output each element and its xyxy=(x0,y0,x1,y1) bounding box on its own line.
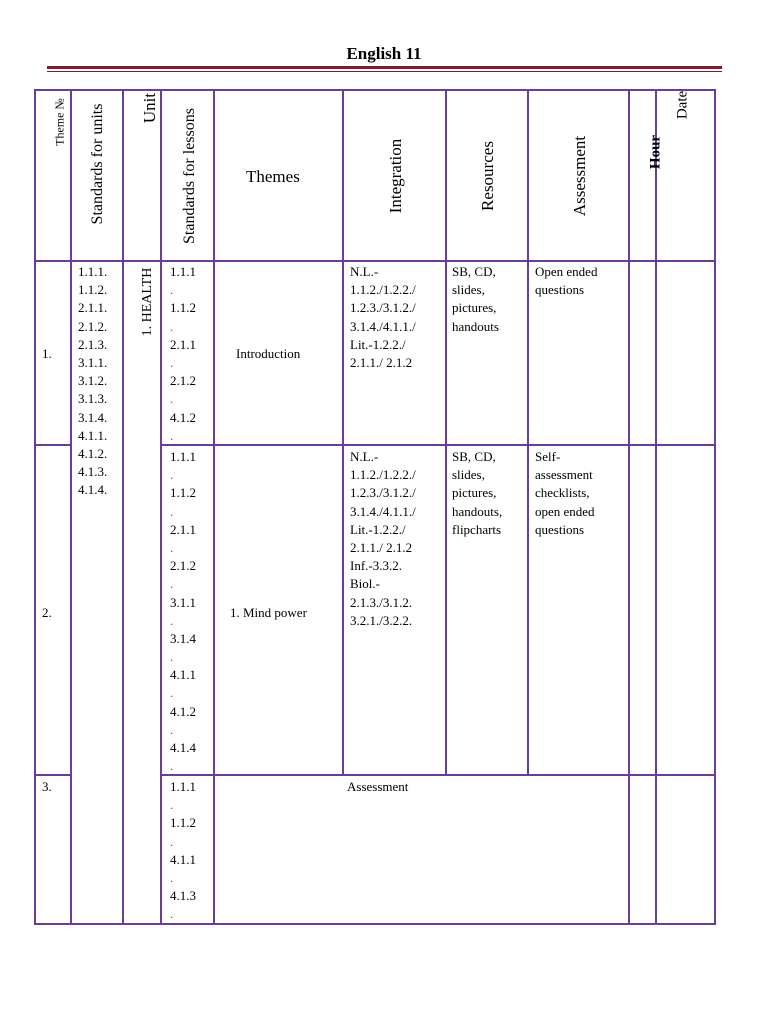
col-line-4 xyxy=(213,89,215,925)
row-1-assessment: Open ended questions xyxy=(535,264,598,298)
header-theme-no: Theme № xyxy=(52,98,67,146)
row-2-integration: N.L.- 1.1.2./1.2.2./ 1.2.3./3.1.2./ 3.1.4./4.1.1./ Lit.-1.2.2./ 2.1.1./ 2.1.2 Inf.-3.3.2. Biol.- 2.1.3./3.1.2. 3.2.1./3.2.2. xyxy=(350,449,416,628)
row-2-assessment: Self- assessment checklists, open ended questions xyxy=(535,449,595,537)
title-rule-thin xyxy=(47,71,722,72)
row-1-lesson-standards: 1.1.1 . 1.1.2 . 2.1.1 . 2.1.2 . 4.1.2 . xyxy=(170,264,196,443)
row-1-theme: Introduction xyxy=(236,346,301,361)
unit-name: 1. HEALTH xyxy=(140,267,155,337)
row-2-theme: 1. Mind power xyxy=(230,605,307,620)
row-2-lesson-standards: 1.1.1 . 1.1.2 . 2.1.1 . 2.1.2 . 3.1.1 . 3.1.4 . 4.1.1 . 4.1.2 . 4.1.4 . xyxy=(170,449,196,774)
header-hour: Hour xyxy=(647,134,664,170)
row-1-integration: N.L.- 1.1.2./1.2.2./ 1.2.3./3.1.2./ 3.1.4./4.1.1./ Lit.-1.2.2./ 2.1.1./ 2.1.2 xyxy=(350,264,416,370)
row-3-theme: Assessment xyxy=(347,779,409,794)
col-line-1 xyxy=(70,89,72,925)
header-standards-units: Standards for units xyxy=(89,103,106,225)
unit-standards-list: 1.1.1. 1.1.2. 2.1.1. 2.1.2. 2.1.3. 3.1.1. 3.1.2. 3.1.3. 3.1.4. 4.1.1. 4.1.2. 4.1.3. 4.1.4. xyxy=(78,264,108,498)
row-3-lesson-standards: 1.1.1 . 1.1.2 . 4.1.1 . 4.1.3 . xyxy=(170,779,196,922)
row-line-2a xyxy=(34,774,72,776)
title-rule-thick xyxy=(47,66,722,69)
row-2-resources: SB, CD, slides, pictures, handouts, flipcharts xyxy=(452,449,503,537)
header-row-line xyxy=(34,260,716,262)
row-line-1b xyxy=(160,444,716,446)
header-standards-lessons: Standards for lessons xyxy=(181,108,198,244)
header-integration: Integration xyxy=(386,138,405,214)
col-line-2 xyxy=(122,89,124,925)
col-line-6 xyxy=(445,89,447,776)
header-unit: Unit xyxy=(140,92,159,124)
header-date: Date xyxy=(674,90,691,120)
row-3-number: 3. xyxy=(42,779,52,794)
row-line-1a xyxy=(34,444,72,446)
row-1-number: 1. xyxy=(42,346,52,361)
col-line-3 xyxy=(160,89,162,925)
col-line-7 xyxy=(527,89,529,776)
header-themes: Themes xyxy=(246,167,300,186)
col-line-9 xyxy=(655,89,657,925)
header-assessment: Assessment xyxy=(570,135,589,217)
row-1-resources: SB, CD, slides, pictures, handouts xyxy=(452,264,499,334)
header-resources: Resources xyxy=(478,141,497,211)
col-line-5 xyxy=(342,89,344,776)
document-title: English 11 xyxy=(346,44,422,63)
row-line-2b xyxy=(160,774,716,776)
col-line-8 xyxy=(628,89,630,925)
row-2-number: 2. xyxy=(42,605,52,620)
